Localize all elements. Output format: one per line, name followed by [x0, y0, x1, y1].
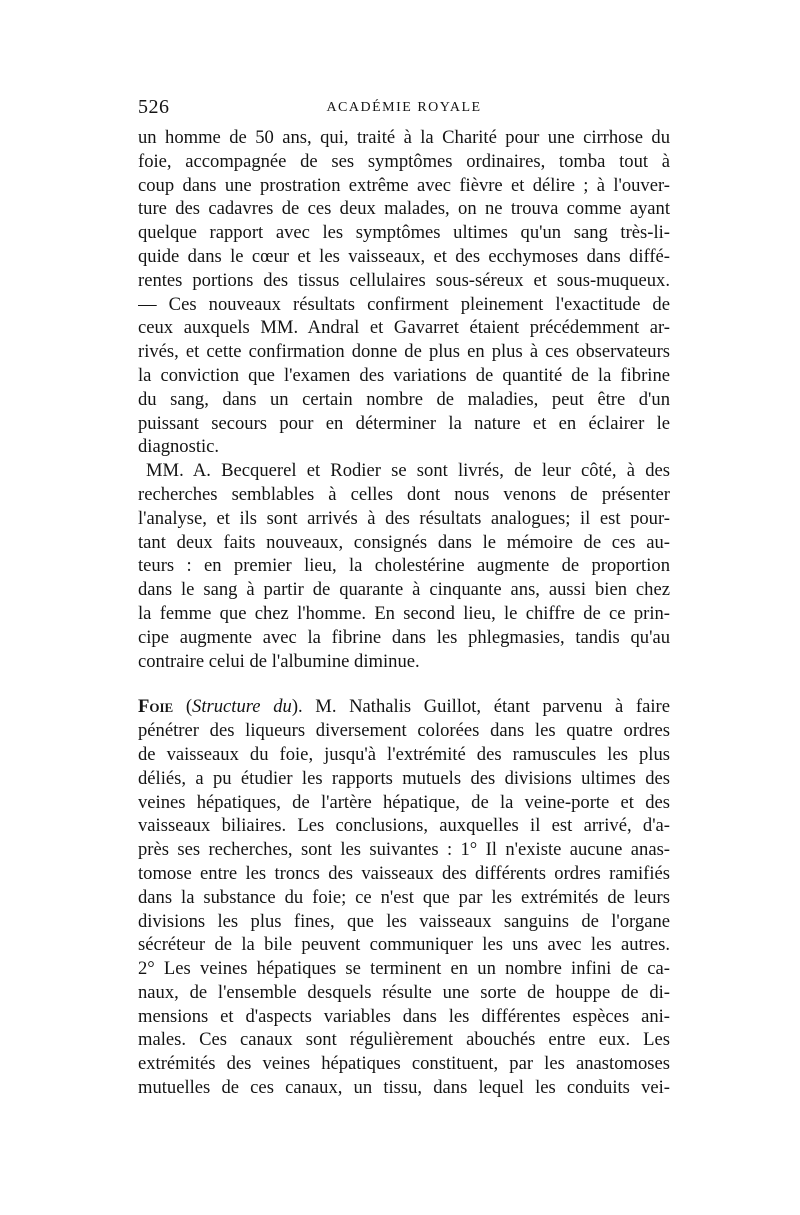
- text-line: vaisseaux biliaires. Les conclusions, auxquelles il est arrivé, d'a-: [138, 815, 670, 837]
- text-line: ture des cadavres de ces deux malades, on ne trouva comme ayant: [138, 198, 670, 220]
- text-line: — Ces nouveaux résultats confirment pleinement l'exactitude de: [138, 293, 670, 315]
- section-heading: Foie: [138, 696, 174, 718]
- text-line: cipe augmente avec la fibrine dans les phlegmasies, tandis qu'au: [138, 626, 670, 648]
- text-line: tant deux faits nouveaux, consignés dans le mémoire de ces au-: [138, 531, 670, 553]
- text-line: MM. A. Becquerel et Rodier se sont livrés, de leur côté, à des: [146, 460, 670, 482]
- first-line-text: M. Nathalis Guillot, étant parvenu à faire: [302, 696, 670, 718]
- text-line: males. Ces canaux sont régulièrement abouchés entre eux. Les: [138, 1029, 670, 1051]
- text-line: déliés, a pu étudier les rapports mutuels des divisions ultimes des: [138, 767, 670, 789]
- paragraph-1: [138, 126, 670, 459]
- text-line: rivés, et cette confirmation donne de plus en plus à ces observateurs: [138, 341, 670, 363]
- text-line: recherches semblables à celles dont nous venons de présenter: [138, 483, 670, 505]
- text-line: près ses recherches, sont les suivantes : 1° Il n'existe aucune anas-: [138, 839, 670, 861]
- text-line: divisions les plus fines, que les vaisseaux sanguins de l'organe: [138, 910, 670, 932]
- text-line: 2° Les veines hépatiques se terminent en un nombre infini de ca-: [138, 958, 670, 980]
- page-number: 526: [138, 96, 170, 118]
- text-line: naux, de l'ensemble desquels résulte une sorte de houppe de di-: [138, 981, 670, 1003]
- text-line: extrémités des veines hépatiques constituent, par les anastomoses: [138, 1053, 670, 1075]
- section-subheading: Structure du: [192, 696, 292, 718]
- paragraph-2: [138, 459, 670, 673]
- page-header: [138, 96, 670, 126]
- text-line: mutuelles de ces canaux, un tissu, dans lequel les conduits vei-: [138, 1077, 670, 1099]
- text-line: pénétrer des liqueurs diversement colorées dans les quatre ordres: [138, 720, 670, 742]
- text-line: puissant secours pour en déterminer la nature et en éclairer le: [138, 412, 670, 434]
- text-line: mensions et d'aspects variables dans les différentes espèces ani-: [138, 1005, 670, 1027]
- text-line: [138, 695, 670, 719]
- text-line: coup dans une prostration extrême avec fièvre et délire ; à l'ouver-: [138, 174, 670, 196]
- text-line: tomose entre les troncs des vaisseaux des différents ordres ramifiés: [138, 862, 670, 884]
- section-gap: [138, 673, 670, 695]
- text-line: la femme que chez l'homme. En second lieu, le chiffre de ce prin-: [138, 602, 670, 624]
- text-line: dans la substance du foie; ce n'est que par les extrémités de leurs: [138, 886, 670, 908]
- text-line: teurs : en premier lieu, la cholestérine augmente de proportion: [138, 555, 670, 577]
- text-line: quelque rapport avec les symptômes ultimes qu'un sang très-li-: [138, 222, 670, 244]
- text-line: un homme de 50 ans, qui, traité à la Charité pour une cirrhose du: [138, 127, 670, 148]
- text-line: dans le sang à partir de quarante à cinquante ans, aussi bien chez: [138, 579, 670, 601]
- paragraph-3: [138, 695, 670, 1100]
- text-line: l'analyse, et ils sont arrivés à des résultats analogues; il est pour-: [138, 507, 670, 529]
- running-head: ACADÉMIE ROYALE: [326, 100, 482, 115]
- text-line: diagnostic.: [138, 436, 220, 458]
- text-line: foie, accompagnée de ses symptômes ordinaires, tomba tout à: [138, 150, 670, 172]
- text-line: quide dans le cœur et les vaisseaux, et des ecchymoses dans diffé-: [138, 245, 670, 267]
- text-line: sécréteur de la bile peuvent communiquer les uns avec les autres.: [138, 934, 670, 956]
- body-text: [138, 126, 670, 1100]
- text-line: veines hépatiques, de l'artère hépatique, de la veine-porte et des: [138, 791, 670, 813]
- heading-paren-close: ).: [291, 696, 303, 718]
- heading-paren-open: (: [173, 696, 193, 718]
- text-line: du sang, dans un certain nombre de maladies, peut être d'un: [138, 388, 670, 410]
- text-line: ceux auxquels MM. Andral et Gavarret étaient précédemment ar-: [138, 317, 670, 339]
- text-line: rentes portions des tissus cellulaires sous-séreux et sous-muqueux.: [138, 269, 670, 291]
- text-line: contraire celui de l'albumine diminue.: [138, 650, 420, 672]
- text-line: la conviction que l'examen des variations de quantité de la fibrine: [138, 364, 670, 386]
- text-line: de vaisseaux du foie, jusqu'à l'extrémité des ramuscules les plus: [138, 743, 670, 765]
